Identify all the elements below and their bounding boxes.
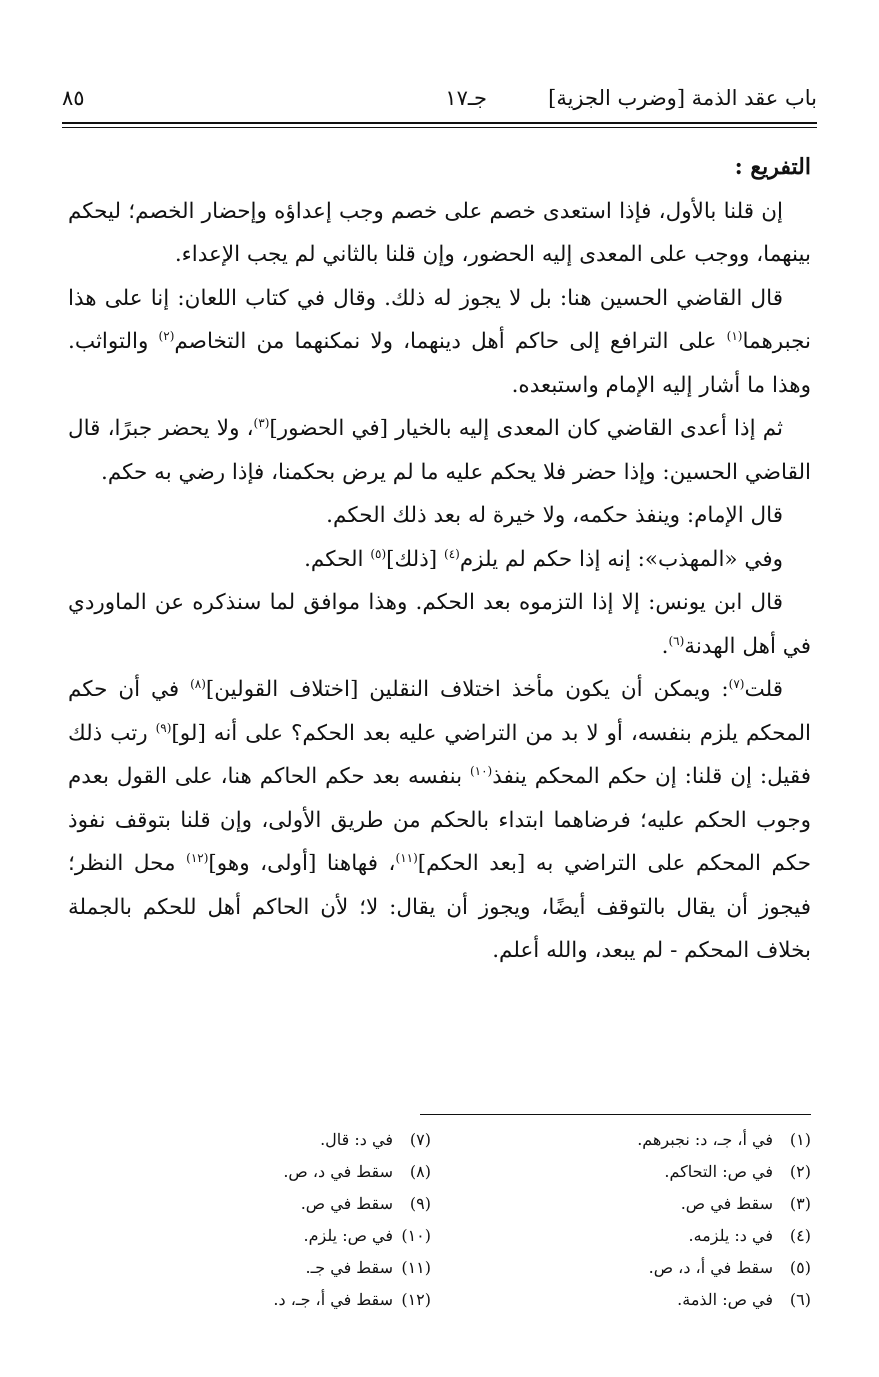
footnote-item — [511, 1284, 811, 1316]
footnote-ref: (١١) — [395, 850, 418, 865]
footnote-ref: (١) — [726, 328, 743, 343]
paragraph-text: : ويمكن أن يكون مأخذ اختلاف النقلين [اختلاف القولين] — [205, 677, 729, 702]
paragraph-text: ، فهاهنا [أولى، وهو] — [208, 851, 396, 876]
footnote-ref: (١٢) — [186, 850, 209, 865]
section-heading: التفريع : — [734, 154, 811, 180]
paragraph — [68, 494, 811, 538]
footnote-number: (٥) — [789, 1258, 811, 1277]
paragraph — [68, 668, 811, 973]
footnote-item — [511, 1124, 811, 1156]
footnote-ref: (٥) — [370, 546, 387, 561]
footnote-ref: (٤) — [444, 546, 460, 561]
footnote-text: في د: يلزمه. — [688, 1226, 773, 1245]
footnote-ref: (١٠) — [469, 763, 493, 778]
footnote-separator — [420, 1114, 811, 1115]
footnote-column-left — [131, 1124, 431, 1316]
paragraph-text: بنفسه بعد حكم الحاكم هنا، على القول بعدم وجوب الحكم عليه؛ فرضاهما ابتداء بالحكم من طريق الأولى، وإن قلنا بتوقف نفوذ حكم المحكم على التراضي به [بعد الحكم] — [68, 764, 811, 876]
paragraph — [68, 538, 811, 582]
footnote-number: (٧) — [409, 1130, 431, 1149]
footnote-number: (٩) — [409, 1194, 431, 1213]
header-rule-thin — [62, 127, 817, 128]
chapter-title: باب عقد الذمة [وضرب الجزية] — [548, 86, 817, 110]
footnote-item — [131, 1188, 431, 1220]
paragraph-text: محل النظر؛ فيجوز أن يقال بالتوقف أيضًا، ويجوز أن يقال: لا؛ لأن الحاكم أهل للحكم بالجملة بخلاف المحكم - لم يبعد، والله أعلم. — [68, 851, 811, 963]
footnote-ref: (٣) — [253, 415, 270, 430]
paragraph — [68, 277, 811, 408]
footnote-item — [131, 1284, 431, 1316]
footnote-item — [511, 1188, 811, 1220]
footnote-number: (٣) — [789, 1194, 811, 1213]
page-number: ٨٥ — [62, 86, 85, 110]
footnote-text: سقط في أ، جـ، د. — [273, 1290, 393, 1309]
footnote-item — [131, 1252, 431, 1284]
footnote-item — [131, 1156, 431, 1188]
paragraph-text: وفي «المهذب»: إنه إذا حكم لم يلزم — [459, 546, 783, 572]
footnote-number: (٦) — [789, 1290, 811, 1309]
paragraph-text: ، ولا يحضر جبرًا، قال القاضي الحسين: وإذا حضر فلا يحكم عليه ما لم يرض بحكمنا، فإذا رضي به حكم. — [68, 416, 811, 485]
paragraph-text: الحكم. — [304, 546, 371, 572]
paragraph-text: قال الإمام: وينفذ حكمه، ولا خيرة له بعد ذلك الحكم. — [326, 503, 783, 528]
paragraph — [68, 581, 811, 668]
footnote-number: (٢) — [789, 1162, 811, 1181]
footnote-text: سقط في أ، د، ص. — [648, 1258, 773, 1277]
paragraph-text: على الترافع إلى حاكم أهل دينهما، ولا نمكنهما من التخاصم — [174, 329, 727, 354]
paragraph-text: قال القاضي الحسين هنا: بل لا يجوز له ذلك. وقال في كتاب اللعان: إنا على هذا نجبرهما — [68, 285, 811, 354]
paragraph-text: في أن حكم المحكم يلزم بنفسه، أو لا بد من التراضي عليه بعد الحكم؟ على أنه [لو] — [68, 677, 811, 746]
footnote-text: سقط في ص. — [680, 1194, 773, 1213]
footnote-text: سقط في جـ. — [305, 1258, 393, 1277]
footnote-text: في ص: الذمة. — [677, 1290, 773, 1309]
footnote-number: (٤) — [789, 1226, 811, 1245]
main-text — [68, 146, 811, 973]
paragraph-text: . — [661, 633, 669, 659]
footnote-text: سقط في ص. — [300, 1194, 393, 1213]
footnote-ref: (٩) — [155, 720, 172, 735]
footnote-ref: (٧) — [728, 676, 745, 691]
header-rule-thick — [62, 122, 817, 124]
footnote-text: في أ، جـ، د: نجبرهم. — [637, 1130, 773, 1149]
footnote-text: سقط في د، ص. — [283, 1162, 393, 1181]
footnote-ref: (٦) — [668, 633, 685, 648]
paragraph-text: [ذلك] — [386, 546, 445, 572]
footnote-text: في د: قال. — [320, 1130, 393, 1149]
paragraph-text: قلت — [744, 677, 783, 702]
paragraph-text: رتب ذلك فقيل: إن قلنا: إن حكم المحكم ينفذ — [68, 720, 811, 789]
footnote-number: (٨) — [409, 1162, 431, 1181]
paragraph-text: إن قلنا بالأول، فإذا استعدى خصم على خصم وجب إعداؤه وإحضار الخصم؛ ليحكم بينهما، ووجب على المعدى إليه الحضور، وإن قلنا بالثاني لم يجب الإعداء. — [68, 198, 811, 267]
footnote-item — [511, 1220, 811, 1252]
volume-number: جـ١٧ — [445, 86, 487, 110]
paragraph — [68, 190, 811, 277]
running-header — [62, 78, 817, 122]
footnote-column-right — [511, 1124, 811, 1316]
footnote-number: (١) — [789, 1130, 811, 1149]
footnote-item — [131, 1220, 431, 1252]
footnote-item — [511, 1252, 811, 1284]
footnote-item — [131, 1124, 431, 1156]
footnote-text: في ص: يلزم. — [303, 1226, 393, 1245]
footnote-number: (١٠) — [401, 1226, 431, 1245]
paragraph — [68, 407, 811, 494]
paragraph-text: ثم إذا أعدى القاضي كان المعدى إليه بالخيار [في الحضور] — [269, 416, 783, 441]
footnote-text: في ص: التحاكم. — [664, 1162, 773, 1181]
paragraph-text: قال ابن يونس: إلا إذا التزموه بعد الحكم. وهذا موافق لما سنذكره عن الماوردي في أهل الهدنة — [68, 590, 811, 659]
footnote-ref: (٨) — [190, 676, 206, 691]
footnote-number: (١١) — [401, 1258, 431, 1277]
footnote-item — [511, 1156, 811, 1188]
footnote-ref: (٢) — [158, 328, 175, 343]
paragraph-text: والتواثب. وهذا ما أشار إليه الإمام واستبعده. — [68, 329, 811, 398]
footnote-number: (١٢) — [401, 1290, 431, 1309]
